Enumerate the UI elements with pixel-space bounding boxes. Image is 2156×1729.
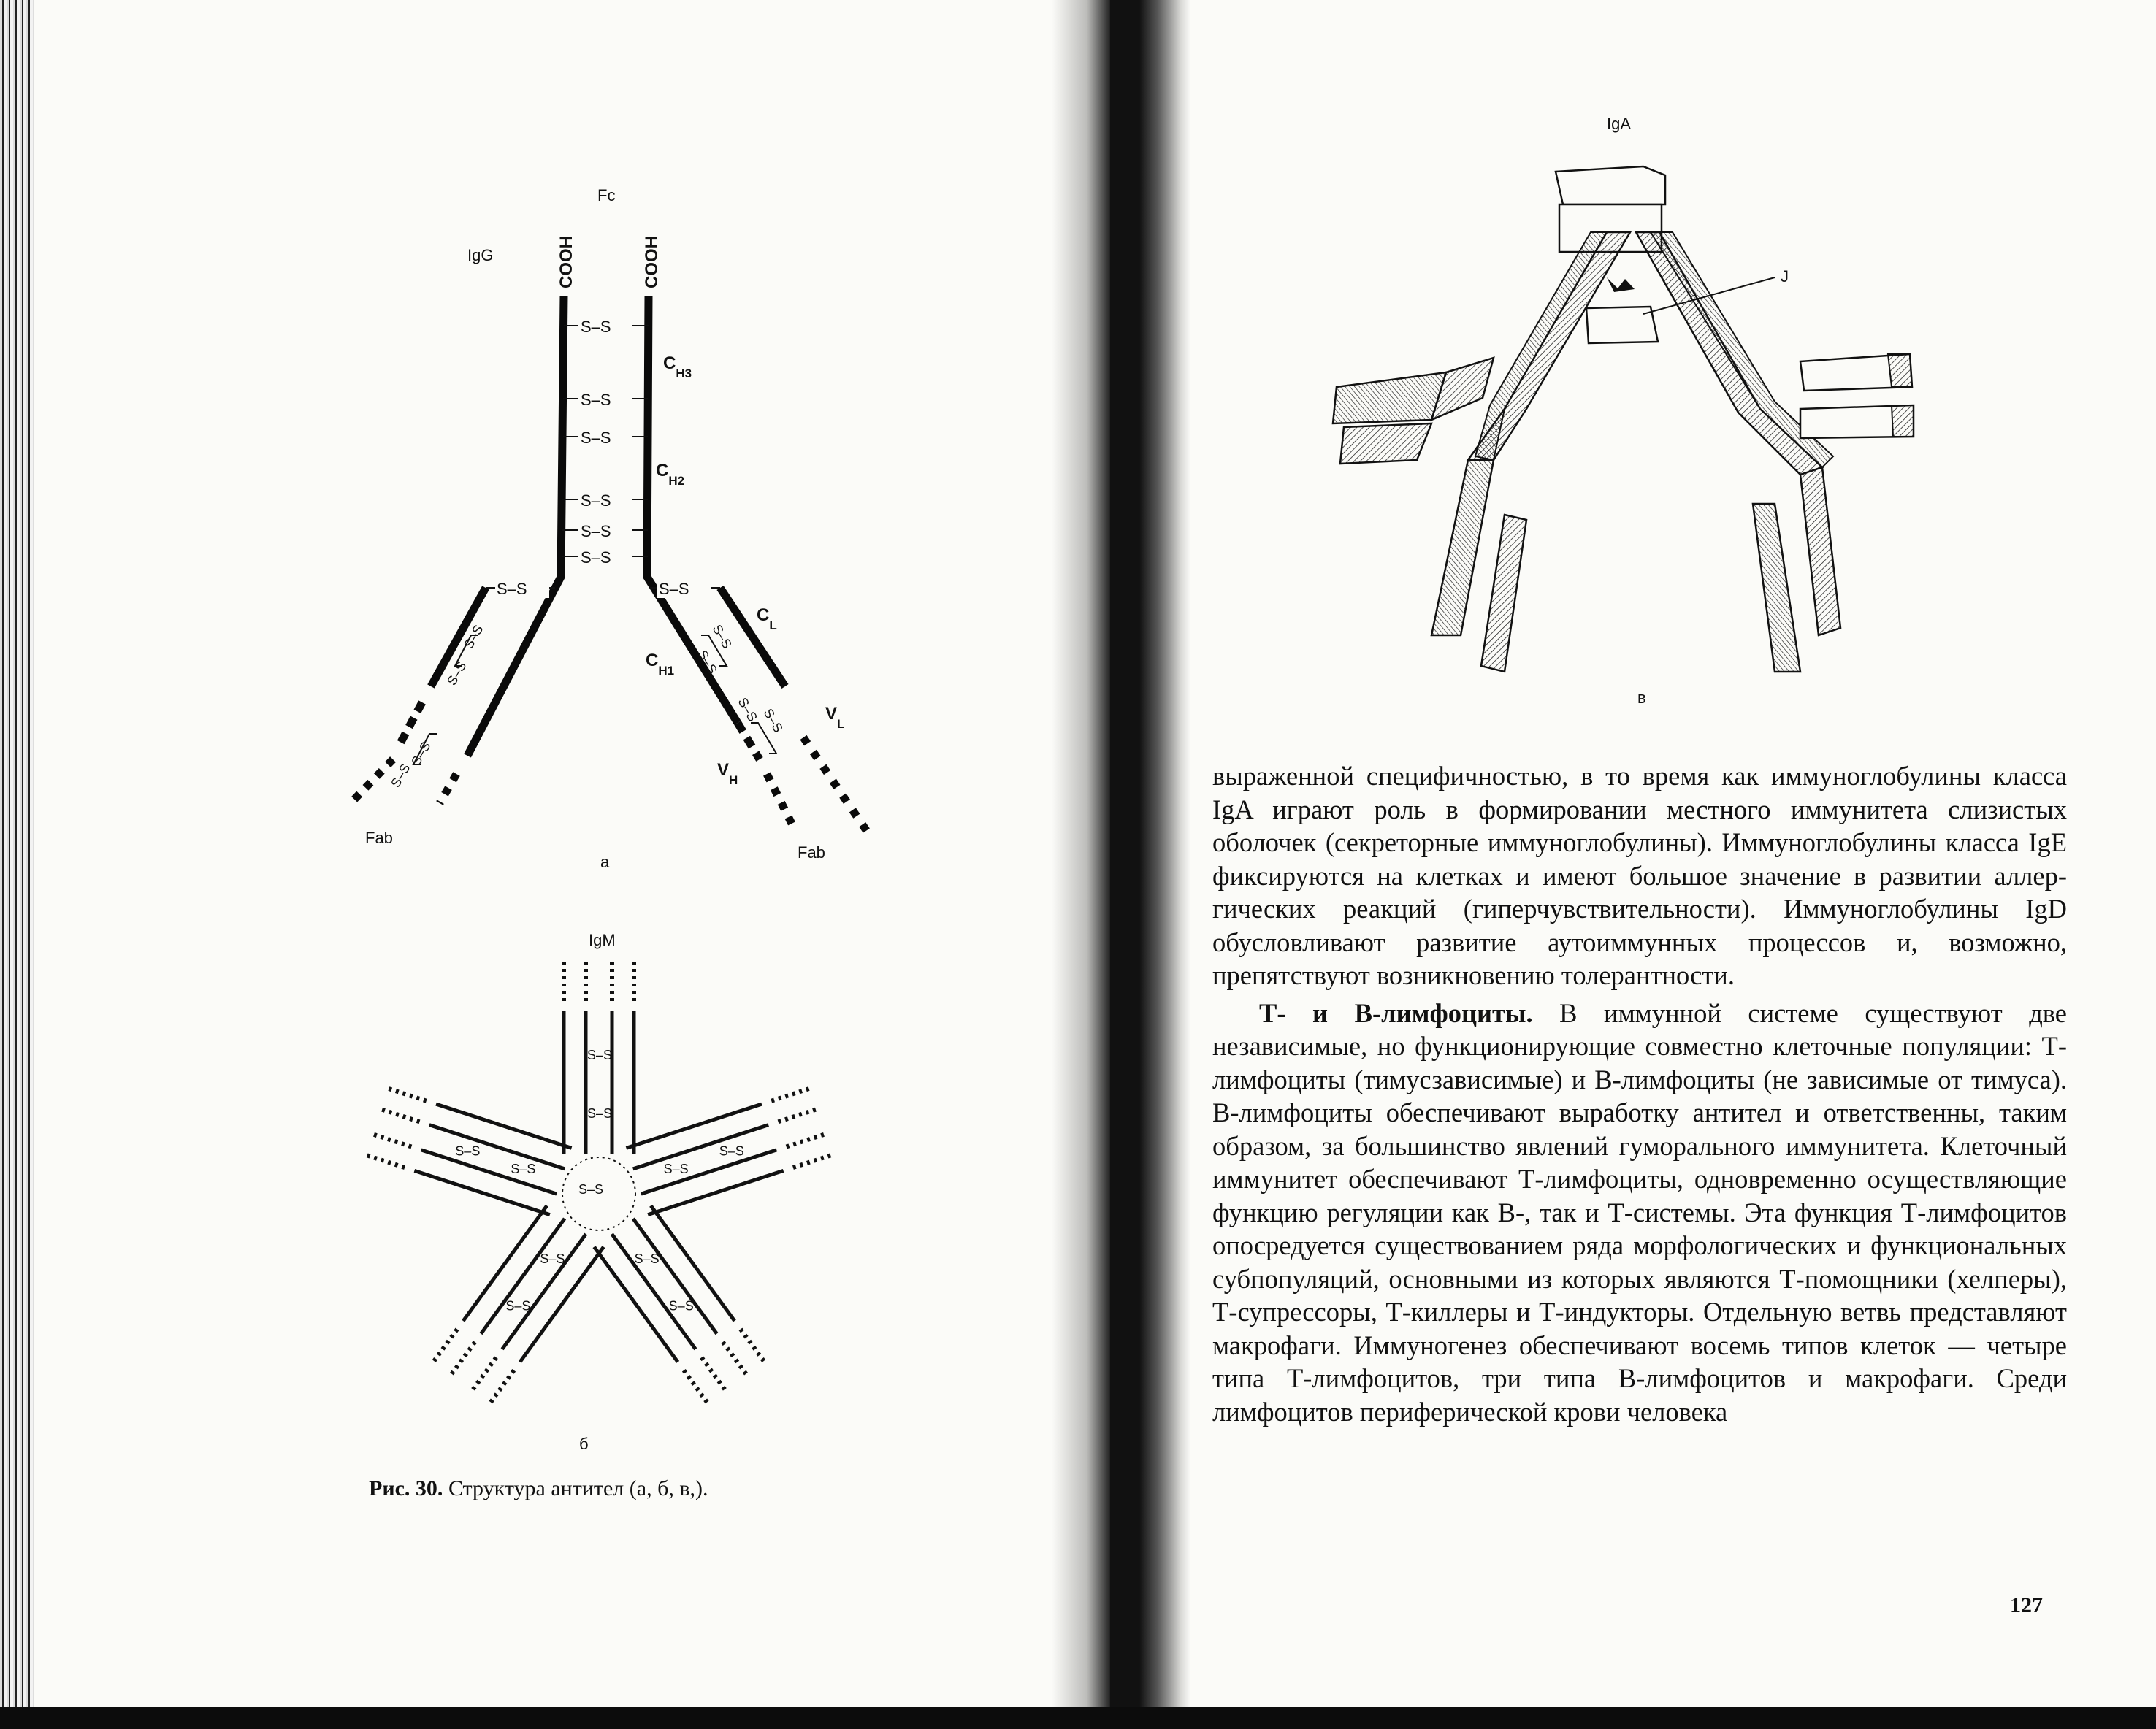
right-fab-bridges xyxy=(695,622,786,754)
igm-variable-dots xyxy=(372,1134,411,1146)
igm-variable-dots xyxy=(723,1342,747,1375)
cooh-right-label: COOH xyxy=(642,236,662,288)
body-text xyxy=(1212,759,2067,1428)
igm-chain xyxy=(436,1104,571,1148)
igg-label: IgG xyxy=(467,246,494,264)
igm-chain xyxy=(648,1170,783,1214)
figure-b-sublabel: б xyxy=(579,1435,589,1453)
igm-variable-dots xyxy=(684,1370,708,1403)
igm-disulfide-label: S–S xyxy=(511,1162,536,1177)
igm-disulfide-label: S–S xyxy=(455,1143,481,1159)
igm-disulfide-label: S–S xyxy=(634,1251,660,1266)
fc-disulfide-bridges xyxy=(562,315,649,567)
svg-text:S–S: S–S xyxy=(760,706,786,735)
page-number: 127 xyxy=(2010,1593,2043,1617)
igm-variable-dots xyxy=(702,1357,726,1390)
caption-number: Рис. 30. xyxy=(369,1476,443,1500)
fab-left-label: Fab xyxy=(365,829,393,847)
igm-disulfide-label: S–S xyxy=(668,1298,694,1314)
svg-text:S–S: S–S xyxy=(388,761,413,790)
igm-variable-dots xyxy=(771,1088,810,1100)
svg-text:S–S: S–S xyxy=(581,429,611,447)
figure-caption xyxy=(369,1476,880,1501)
figure-a-sublabel: а xyxy=(600,853,610,871)
igm-chain xyxy=(633,1125,768,1169)
ch2-label: $C_{H2}$ xyxy=(656,461,685,488)
igm-variable-dots xyxy=(387,1088,426,1100)
svg-text:S–S: S–S xyxy=(695,648,720,677)
svg-text:S–S: S–S xyxy=(578,1182,604,1197)
igm-chain xyxy=(641,1150,776,1194)
igm-variable-dots xyxy=(366,1155,405,1168)
left-fab-bridges xyxy=(388,623,486,790)
igm-variable-dots xyxy=(787,1134,825,1146)
j-chain-label: J xyxy=(1781,267,1789,285)
section-heading: Т- и В-лимфоциты. xyxy=(1259,997,1533,1028)
vl-label: $V_L$ xyxy=(825,704,845,731)
svg-text:S–S: S–S xyxy=(735,695,760,724)
svg-text:S–S: S–S xyxy=(581,548,611,567)
bottom-band xyxy=(0,1707,2156,1729)
igm-variable-dots xyxy=(381,1109,419,1122)
igm-chain xyxy=(626,1104,761,1148)
igm-diagram xyxy=(0,905,1110,1490)
igm-variable-dots xyxy=(451,1342,475,1375)
igg-diagram xyxy=(0,0,1110,949)
cooh-left-label: COOH xyxy=(557,236,576,288)
gutter-shadow-left xyxy=(1052,0,1110,1707)
igm-variable-dots xyxy=(472,1357,496,1390)
igm-disulfide-label: S–S xyxy=(505,1298,531,1314)
igm-disulfide-label: S–S xyxy=(587,1106,613,1121)
igm-variable-dots xyxy=(741,1329,765,1362)
vh-label: $V_H$ xyxy=(717,760,738,787)
fab-right-label: Fab xyxy=(798,843,825,862)
igm-disulfide-label: S–S xyxy=(663,1162,689,1177)
caption-text: Структура антител (а, б, в,). xyxy=(448,1476,708,1500)
paragraph-1: выраженной специфичностью, в то время как иммуноглобулины класса IgA играют роль в формировании местного иммунитета слизистых оболочек (секреторные иммуноглобулины). Иммуноглобулины класса IgE фиксируются на клетках и имеют большое значение в развитии аллергических реакций (гиперчувствительности). Иммуноглобулины IgD обусловливают развитие аутоиммунных процессов и, возможно, препятствуют возникновению толерантности. xyxy=(1212,761,2067,990)
paragraph-2 xyxy=(1212,997,2067,1429)
svg-text:S–S: S–S xyxy=(709,622,735,651)
svg-text:S–S: S–S xyxy=(497,580,527,598)
igm-variable-dots xyxy=(433,1329,457,1362)
iga-label: IgA xyxy=(1607,115,1632,133)
svg-text:S–S: S–S xyxy=(581,391,611,409)
igm-disulfide-label: S–S xyxy=(719,1143,744,1159)
ch3-label: $C_{H3}$ xyxy=(663,353,692,380)
figure-c-sublabel: в xyxy=(1637,689,1646,707)
paragraph-2-text: В иммунной системе существуют две независимые, но функционирующие совместно клеточные популяции: Т-лимфоциты (тимусзависимые) и В-лимфоциты (не зависимые от тимуса). В-лимфоциты обеспечивают выработку антител и ответственны, таким образом, за большинство явлений гуморального иммунитета. Клеточный иммунитет обеспечивают Т-лимфоциты, одновременно осуществляющие функцию регуляции как В-, так и Т-системы. Эта функция Т-лимфоцитов опосредуется существованием ряда морфологических и функциональных субпопуляций, основными из которых являются Т-помощники (хелперы), Т-супрессоры, Т-киллеры и Т-индукторы. Отдельную ветвь представляют макрофаги. Иммуногенез обеспечивают восемь типов клеток — четыре типа Т-лимфоцитов, три типа В-лимфоцитов и макрофаги. Среди лимфоцитов периферической крови человека xyxy=(1212,997,2067,1427)
igm-label: IgM xyxy=(589,931,616,949)
svg-text:S–S: S–S xyxy=(659,580,689,598)
igm-chain xyxy=(421,1150,557,1194)
svg-text:S–S: S–S xyxy=(408,739,434,768)
igm-variable-dots xyxy=(779,1109,817,1122)
igm-variable-dots xyxy=(793,1155,832,1168)
igm-variable-dots xyxy=(490,1370,514,1403)
svg-text:S–S: S–S xyxy=(581,318,611,336)
iga-diagram xyxy=(1139,0,2156,730)
svg-text:S–S: S–S xyxy=(444,659,470,688)
igm-disulfide-label: S–S xyxy=(587,1048,613,1062)
svg-text:S–S: S–S xyxy=(581,491,611,510)
fc-label: Fc xyxy=(597,186,616,204)
gutter-shadow-right xyxy=(1139,0,1190,1707)
svg-text:S–S: S–S xyxy=(581,522,611,540)
cl-label: $C_L$ xyxy=(757,605,777,632)
igm-chain xyxy=(414,1170,549,1214)
ch1-label: $C_{H1}$ xyxy=(646,651,675,678)
igm-disulfide-label: S–S xyxy=(540,1251,565,1266)
igm-chain xyxy=(429,1125,565,1169)
svg-text:S–S: S–S xyxy=(461,622,486,651)
